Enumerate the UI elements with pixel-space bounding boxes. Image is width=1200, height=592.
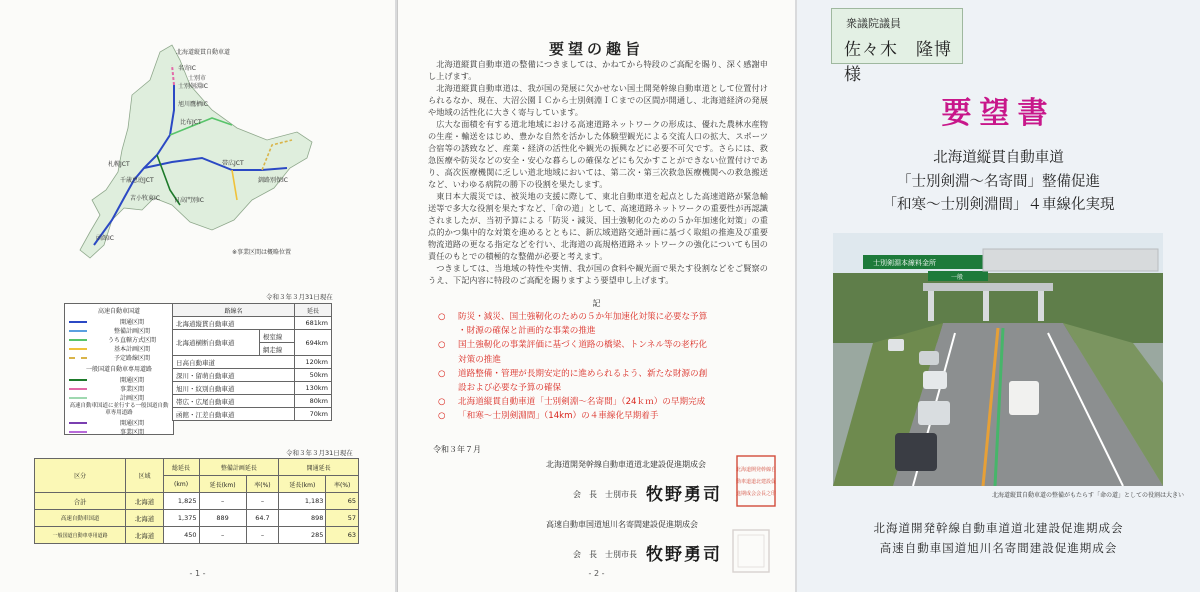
table-row bbox=[173, 317, 332, 330]
page-2 bbox=[397, 0, 795, 592]
table-cell: 65 bbox=[326, 493, 359, 510]
table-cell: 285 bbox=[279, 527, 326, 544]
legend-item bbox=[65, 393, 173, 402]
table-cell: – bbox=[246, 493, 279, 510]
toll-booth bbox=[1038, 291, 1044, 321]
table-header: 率(%) bbox=[246, 476, 279, 493]
map-label: 日高門別IC bbox=[174, 197, 204, 204]
car bbox=[919, 351, 939, 365]
cover-page bbox=[797, 0, 1200, 592]
car bbox=[923, 371, 947, 389]
table-row bbox=[173, 356, 332, 369]
table-header: 延長(km) bbox=[199, 476, 246, 493]
table-cell: 北海道 bbox=[126, 493, 163, 510]
legend-item bbox=[65, 375, 173, 384]
legend-label: 計画区間 bbox=[119, 395, 144, 402]
map-label: 千歳恵庭JCT bbox=[120, 177, 154, 184]
legend-label: 開通区間 bbox=[119, 377, 144, 384]
legend-swatch bbox=[69, 321, 87, 323]
footer-organization: 北海道開発幹線自動車道道北建設促進期成会 bbox=[873, 521, 1124, 535]
map-legend bbox=[64, 303, 174, 435]
addressee-card bbox=[831, 8, 963, 85]
legend-swatch bbox=[69, 330, 87, 332]
paragraph: 北海道縦貫自動車道の整備につきましては、かねてから特段のご高配を賜り、深く感謝申し上げます。 bbox=[428, 59, 768, 81]
legend-item bbox=[65, 344, 173, 353]
legend-item bbox=[65, 418, 173, 427]
table-cell: 北海道 bbox=[126, 510, 163, 527]
table-cell: 合計 bbox=[35, 493, 126, 510]
table-header: 路線名 bbox=[173, 304, 295, 317]
circle-bullet-icon: ○ bbox=[438, 411, 446, 422]
president-title: 会 長 士別市長 bbox=[573, 550, 637, 559]
organization-name: 高速自動車国道旭川名寄間建設促進期成会 bbox=[546, 520, 698, 529]
route-name: 函館・江差自動車道 bbox=[173, 408, 295, 421]
toll-booth-roof bbox=[923, 283, 1053, 291]
route-length: 70km bbox=[295, 408, 332, 421]
legend-header: 高速自動車国道 bbox=[97, 308, 140, 315]
body-text bbox=[428, 58, 768, 286]
route-length: 681km bbox=[295, 317, 332, 330]
signature: 牧野勇司 bbox=[646, 485, 722, 505]
organization-name: 北海道開発幹線自動車道道北建設促進期成会 bbox=[546, 460, 706, 469]
table-row bbox=[35, 459, 359, 476]
seal-text: 動車道道北建設促 bbox=[736, 479, 776, 485]
table-row bbox=[35, 493, 359, 510]
table-header: 区域 bbox=[126, 459, 163, 493]
page-number: - 2 - bbox=[588, 569, 605, 578]
car bbox=[895, 433, 937, 471]
list-item-continued bbox=[438, 324, 768, 338]
table-row bbox=[35, 527, 359, 544]
request-text: 道路整備・管理が長期安定的に進められるよう、新たな財源の創 bbox=[458, 368, 708, 379]
paragraph: 北海道縦貫自動車道は、我が国の発展に欠かせない国土開発幹線自動車道として位置付けられるなか、現在、大沼公園ＩＣから士別剣淵ＩＣまでの区間が開通し、北海道経済の発展や地域の活性化に大きく寄与しています。 bbox=[428, 83, 768, 117]
table-header: 延長(km) bbox=[279, 476, 326, 493]
request-text: 設および必要な予算の確保 bbox=[458, 383, 562, 394]
tollgate-photo bbox=[833, 233, 1163, 486]
legend-swatch bbox=[69, 379, 87, 381]
table-cell: – bbox=[199, 493, 246, 510]
table-cell: 北海道 bbox=[126, 527, 163, 544]
list-item bbox=[438, 409, 768, 423]
toll-canopy bbox=[983, 249, 1158, 271]
legend-swatch bbox=[69, 388, 87, 390]
legend-label: 基本計画区間 bbox=[113, 346, 150, 353]
table-row bbox=[173, 304, 332, 317]
route-length-table bbox=[172, 303, 332, 421]
map-label: 函館IC bbox=[96, 235, 114, 242]
route-length: 130km bbox=[295, 382, 332, 395]
table-row bbox=[35, 510, 359, 527]
table-row bbox=[173, 408, 332, 421]
route-table-date: 令和３年３月31日現在 bbox=[266, 293, 333, 301]
cover-subtitle: 北海道縦貫自動車道 bbox=[933, 150, 1064, 166]
cover-title: 要望書 bbox=[941, 96, 1056, 131]
map-label: 北海道縦貫自動車道 bbox=[176, 49, 231, 56]
list-item-continued bbox=[438, 353, 768, 367]
table-header: (km) bbox=[163, 476, 199, 493]
paragraph: 広大な面積を有する道北地域における高速道路ネットワークの形成は、優れた農林水産物の生産・輸送をはじめ、豊かな自然を活かした体験型観光による交流人口の拡大、スポーツ合宿等の誘致など、産業・経済の活性化や観光の振興などに必要不可欠です。さらには、救急医療や防災などの安全・安心な暮らしの確保などにも欠かすことができない位置付けであり、高次医療機関に乏しい道北地域においては、第二次・第三次救急医療機関への救急搬送など、いわゆる病院の勝下の役割を果たします。 bbox=[428, 119, 768, 189]
legend-label: うち直轄方式区間 bbox=[107, 337, 156, 344]
table-row bbox=[173, 330, 332, 343]
summary-table-date: 令和３年３月31日現在 bbox=[286, 449, 353, 457]
table-cell: 63 bbox=[326, 527, 359, 544]
route-sub: 網走線 bbox=[259, 343, 294, 356]
table-header: 区分 bbox=[35, 459, 126, 493]
legend-item bbox=[65, 317, 173, 326]
legend-swatch bbox=[69, 422, 87, 424]
legend-header: 一般国道自動車専用道路 bbox=[85, 366, 152, 373]
page-title: 要望の趣旨 bbox=[548, 40, 644, 58]
table-cell: 1,183 bbox=[279, 493, 326, 510]
list-item bbox=[438, 395, 768, 409]
map-label: 帯広JCT bbox=[222, 160, 244, 167]
list-item bbox=[438, 310, 768, 324]
table-cell: 450 bbox=[163, 527, 199, 544]
footer-organization: 高速自動車国道旭川名寄間建設促進期成会 bbox=[879, 541, 1118, 555]
map-label: 士別剣淵IC bbox=[178, 83, 208, 90]
summary-table bbox=[34, 458, 359, 544]
request-list bbox=[438, 310, 768, 424]
table-cell: 高速自動車国道 bbox=[35, 510, 126, 527]
table-header: 総延長 bbox=[163, 459, 199, 476]
request-text: 対策の推進 bbox=[458, 354, 501, 365]
request-text: 「和寒～士別剣淵間」（14km）の４車線化早期着手 bbox=[458, 411, 659, 422]
list-item bbox=[438, 338, 768, 352]
toll-booth bbox=[928, 291, 934, 321]
table-cell: – bbox=[246, 527, 279, 544]
route-length: 50km bbox=[295, 369, 332, 382]
table-cell: 1,375 bbox=[163, 510, 199, 527]
legend-label: 開通区間 bbox=[119, 420, 144, 427]
table-cell: 1,825 bbox=[163, 493, 199, 510]
circle-bullet-icon: ○ bbox=[438, 397, 446, 408]
toll-booth bbox=[983, 291, 989, 321]
table-cell: 898 bbox=[279, 510, 326, 527]
table-cell: – bbox=[199, 527, 246, 544]
request-text: 北海道縦貫自動車道「士別剣淵～名寄間」（24ｋｍ）の早期完成 bbox=[458, 397, 706, 408]
map-label: 旭川鷹栖IC bbox=[178, 101, 208, 108]
route-name: 日高自動車道 bbox=[173, 356, 295, 369]
table-header: 延長 bbox=[295, 304, 332, 317]
ki-heading: 記 bbox=[592, 299, 601, 308]
table-header: 率(%) bbox=[326, 476, 359, 493]
cover-subtitle: 「士別剣淵～名寄間」整備促進 bbox=[897, 174, 1100, 190]
table-row bbox=[173, 369, 332, 382]
legend-item bbox=[65, 384, 173, 393]
legend-item bbox=[65, 353, 173, 362]
legend-swatch bbox=[69, 357, 87, 359]
table-row bbox=[173, 382, 332, 395]
page-1 bbox=[0, 0, 395, 592]
circle-bullet-icon: ○ bbox=[438, 312, 446, 322]
legend-label: 予定路線区間 bbox=[113, 355, 150, 362]
car bbox=[918, 401, 950, 425]
seal-stamp-icon bbox=[736, 455, 776, 507]
map-label: 札幌JCT bbox=[108, 161, 130, 168]
table-header: 開通延長 bbox=[279, 459, 359, 476]
table-cell: 64.7 bbox=[246, 510, 279, 527]
request-text: 防災・減災、国土強靭化のための５か年加速化対策に必要な予算 bbox=[458, 312, 708, 322]
cover-subtitle: 「和寒～士別剣淵間」４車線化実現 bbox=[882, 197, 1115, 213]
route-sub: 根室線 bbox=[259, 330, 294, 343]
president-title: 会 長 士別市長 bbox=[573, 490, 637, 499]
table-cell: 一般国道自動車専用道路 bbox=[35, 527, 126, 544]
route-length: 694km bbox=[295, 330, 332, 356]
toll-sign-lane-text: 一般 bbox=[951, 274, 964, 281]
table-header: 整備計画延長 bbox=[199, 459, 279, 476]
legend-header: 高速自動車国道に並行する一般国道自動車専用道路 bbox=[69, 403, 169, 416]
legend-swatch bbox=[69, 348, 87, 350]
map-label: 名寄IC bbox=[178, 65, 196, 72]
route-name: 深川・留萌自動車道 bbox=[173, 369, 295, 382]
legend-label: 事業区間 bbox=[119, 429, 144, 436]
legend-item bbox=[65, 427, 173, 436]
map-label: 比布JCT bbox=[180, 119, 202, 126]
request-text: 国土強靭化の事業評価に基づく道路の橋梁、トンネル等の老朽化 bbox=[458, 340, 707, 351]
paragraph: 東日本大震災では、被災地の支援に際して、東北自動車道を起点とした高速道路が緊急輸送等で多大な役割を果たすなど、「命の道」として、高速道路ネットワークの重要性が再認識されましたが、当初予算による「防災・減災、国土強靭化のための５か年加速化対策」の重点的かつ集中的な対策を進めるとともに、新広域道路交通計画に基づく取組の推進及び重要物流道路の更なる指定などを行い、北海道の高規格道路ネットワークの強化についても国の責任のもとでの積極的な整備が必要と考えます。 bbox=[428, 191, 768, 261]
map-label: 士別市 bbox=[188, 75, 207, 82]
seal-text: 進期成会会長之印 bbox=[736, 491, 776, 497]
addressee-title: 衆議院議員 bbox=[846, 17, 901, 30]
route-name: 北海道縦貫自動車道 bbox=[173, 317, 295, 330]
legend-swatch bbox=[69, 397, 87, 399]
legend-label: 事業区間 bbox=[119, 386, 144, 393]
paragraph: つきましては、当地域の特性や実情、我が国の食料や観光面で果たす役割などをご賢察のうえ、下記内容に特段のご高配を賜りますよう要望申し上げます。 bbox=[428, 263, 768, 285]
document-date: 令和３年７月 bbox=[433, 445, 481, 454]
route-name: 北海道横断自動車道 bbox=[173, 330, 260, 356]
photo-caption: 北海道縦貫自動車道の整備がもたらす「命の道」としての役割は大きい bbox=[991, 492, 1184, 499]
addressee-name: 佐々木 隆博様 bbox=[844, 40, 952, 85]
circle-bullet-icon: ○ bbox=[438, 340, 446, 351]
legend-item bbox=[65, 326, 173, 335]
map-note: ※事業区間は概略位置 bbox=[232, 249, 292, 256]
car bbox=[888, 339, 904, 351]
page-number: - 1 - bbox=[189, 569, 206, 578]
car bbox=[1009, 381, 1039, 415]
route-name: 旭川・紋別自動車道 bbox=[173, 382, 295, 395]
signature: 牧野勇司 bbox=[646, 545, 722, 565]
list-item-continued bbox=[438, 381, 768, 395]
map-label: 苫小牧東IC bbox=[130, 195, 160, 202]
table-row bbox=[173, 395, 332, 408]
circle-bullet-icon: ○ bbox=[438, 368, 446, 379]
request-text: ・財源の確保と計画的な事業の推進 bbox=[458, 326, 596, 337]
legend-swatch bbox=[69, 339, 87, 341]
list-item bbox=[438, 367, 768, 381]
table-cell: 57 bbox=[326, 510, 359, 527]
seal-text: 北海道開発幹線自 bbox=[736, 467, 776, 473]
table-cell: 889 bbox=[199, 510, 246, 527]
map-label: 釧路別保IC bbox=[258, 177, 288, 184]
legend-label: 開通区間 bbox=[119, 319, 144, 326]
toll-sign-text: 士別剣淵本線料金所 bbox=[873, 259, 936, 267]
legend-label: 整備計画区間 bbox=[113, 328, 150, 335]
legend-swatch bbox=[69, 431, 87, 433]
route-length: 80km bbox=[295, 395, 332, 408]
route-length: 120km bbox=[295, 356, 332, 369]
hokkaido-route-map bbox=[62, 40, 324, 265]
legend-item bbox=[65, 335, 173, 344]
route-name: 帯広・広尾自動車道 bbox=[173, 395, 295, 408]
